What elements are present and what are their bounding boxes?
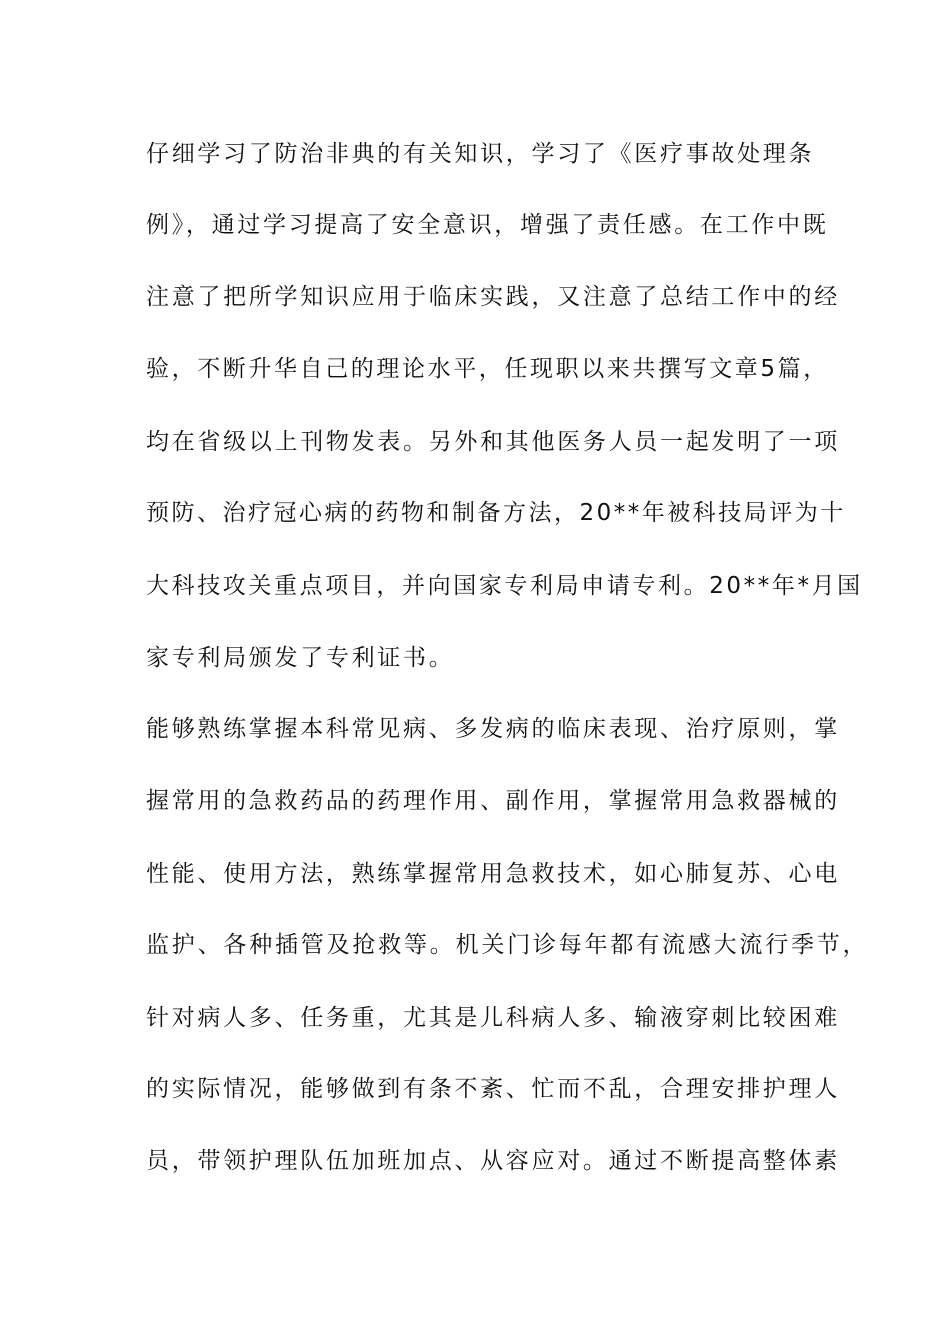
text-line: 员，带领护理队伍加班加点、从容应对。通过不断提高整体素 <box>146 1148 840 1174</box>
text-line: 注意了把所学知识应用于临床实践，又注意了总结工作中的经 <box>146 284 840 310</box>
text-line: 监护、各种插管及抢救等。机关门诊每年都有流感大流行季节， <box>146 932 869 958</box>
text-line: 家专利局颁发了专利证书。 <box>146 645 455 671</box>
text-line: 能够熟练掌握本科常见病、多发病的临床表现、治疗原则，掌 <box>146 716 840 742</box>
text-line: 大科技攻关重点项目，并向国家专利局申请专利。20**年*月国 <box>146 573 863 599</box>
text-line: 性能、使用方法，熟练掌握常用急救技术，如心肺复苏、心电 <box>146 861 840 887</box>
text-line: 的实际情况，能够做到有条不紊、忙而不乱，合理安排护理人 <box>146 1076 840 1102</box>
text-line: 验，不断升华自己的理论水平，任现职以来共撰写文章5篇， <box>146 356 829 382</box>
text-line: 仔细学习了防治非典的有关知识，学习了《医疗事故处理条 <box>146 141 815 167</box>
text-line: 预防、治疗冠心病的药物和制备方法，20**年被科技局评为十 <box>146 500 846 526</box>
text-line: 握常用的急救药品的药理作用、副作用，掌握常用急救器械的 <box>146 788 840 814</box>
text-line: 均在省级以上刊物发表。另外和其他医务人员一起发明了一项 <box>146 429 840 455</box>
text-line: 例》，通过学习提高了安全意识，增强了责任感。在工作中既 <box>146 212 829 238</box>
text-line: 针对病人多、任务重，尤其是儿科病人多、输液穿刺比较困难 <box>146 1005 840 1031</box>
